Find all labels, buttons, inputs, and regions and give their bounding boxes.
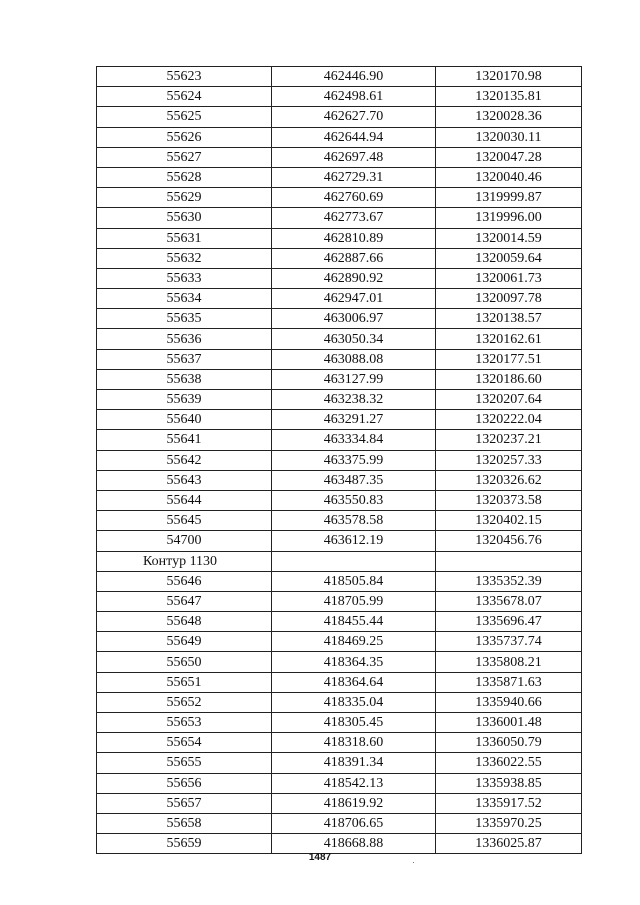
x-coordinate-cell: 463578.58: [272, 511, 436, 531]
y-coordinate-cell: 1320456.76: [436, 531, 582, 551]
x-coordinate-cell: 418469.25: [272, 632, 436, 652]
x-coordinate-cell: 418706.65: [272, 813, 436, 833]
point-id-cell: 55637: [97, 349, 272, 369]
table-row: [97, 591, 582, 611]
table-row: [97, 692, 582, 712]
table-row: [97, 470, 582, 490]
x-coordinate-cell: 462729.31: [272, 167, 436, 187]
point-id-cell: 55624: [97, 87, 272, 107]
x-coordinate-cell: 463612.19: [272, 531, 436, 551]
point-id-cell: 55625: [97, 107, 272, 127]
point-id-cell: 55634: [97, 289, 272, 309]
x-coordinate-cell: 463127.99: [272, 369, 436, 389]
table-row: [97, 652, 582, 672]
point-id-cell: 55628: [97, 167, 272, 187]
table-row: [97, 773, 582, 793]
point-id-cell: 55656: [97, 773, 272, 793]
x-coordinate-cell: 418364.35: [272, 652, 436, 672]
point-id-cell: 55645: [97, 511, 272, 531]
table-row: [97, 167, 582, 187]
y-coordinate-cell: 1336022.55: [436, 753, 582, 773]
y-coordinate-cell: 1335940.66: [436, 692, 582, 712]
x-coordinate-cell: 462890.92: [272, 268, 436, 288]
y-coordinate-cell: 1320097.78: [436, 289, 582, 309]
y-coordinate-cell: 1320373.58: [436, 490, 582, 510]
x-coordinate-cell: 463334.84: [272, 430, 436, 450]
x-coordinate-cell: 462644.94: [272, 127, 436, 147]
point-id-cell: 55630: [97, 208, 272, 228]
x-coordinate-cell: 462697.48: [272, 147, 436, 167]
y-coordinate-cell: 1320257.33: [436, 450, 582, 470]
table-row: [97, 672, 582, 692]
point-id-cell: 55642: [97, 450, 272, 470]
table-row: [97, 733, 582, 753]
coordinates-table-body: [97, 67, 582, 854]
y-coordinate-cell: 1335871.63: [436, 672, 582, 692]
section-label-cell: Контур 1130: [97, 551, 272, 571]
y-coordinate-cell: 1320222.04: [436, 410, 582, 430]
y-coordinate-cell: 1320402.15: [436, 511, 582, 531]
y-coordinate-cell: 1335970.25: [436, 813, 582, 833]
point-id-cell: 55654: [97, 733, 272, 753]
x-coordinate-cell: 463006.97: [272, 309, 436, 329]
y-coordinate-cell: 1335808.21: [436, 652, 582, 672]
point-id-cell: 55653: [97, 713, 272, 733]
point-id-cell: 55627: [97, 147, 272, 167]
x-coordinate-cell: 463550.83: [272, 490, 436, 510]
scan-speck: [413, 862, 414, 863]
x-coordinate-cell: 418705.99: [272, 591, 436, 611]
point-id-cell: 55644: [97, 490, 272, 510]
table-row: [97, 450, 582, 470]
point-id-cell: 55626: [97, 127, 272, 147]
point-id-cell: 55649: [97, 632, 272, 652]
point-id-cell: 55638: [97, 369, 272, 389]
y-coordinate-cell: 1320059.64: [436, 248, 582, 268]
y-coordinate-cell: 1336050.79: [436, 733, 582, 753]
point-id-cell: 55647: [97, 591, 272, 611]
table-row: [97, 753, 582, 773]
y-coordinate-cell: 1320061.73: [436, 268, 582, 288]
point-id-cell: 55658: [97, 813, 272, 833]
table-row: [97, 268, 582, 288]
x-coordinate-cell: 462627.70: [272, 107, 436, 127]
x-coordinate-cell: 463088.08: [272, 349, 436, 369]
x-coordinate-cell: [272, 551, 436, 571]
table-row: [97, 713, 582, 733]
y-coordinate-cell: 1335737.74: [436, 632, 582, 652]
table-row: [97, 188, 582, 208]
table-row: [97, 289, 582, 309]
y-coordinate-cell: 1320138.57: [436, 309, 582, 329]
point-id-cell: 55646: [97, 571, 272, 591]
y-coordinate-cell: 1320030.11: [436, 127, 582, 147]
y-coordinate-cell: 1320237.21: [436, 430, 582, 450]
point-id-cell: 55657: [97, 793, 272, 813]
point-id-cell: 55650: [97, 652, 272, 672]
table-row: [97, 834, 582, 854]
y-coordinate-cell: 1320177.51: [436, 349, 582, 369]
y-coordinate-cell: 1320014.59: [436, 228, 582, 248]
coordinates-table: [96, 66, 582, 854]
y-coordinate-cell: [436, 551, 582, 571]
point-id-cell: 55632: [97, 248, 272, 268]
x-coordinate-cell: 418318.60: [272, 733, 436, 753]
y-coordinate-cell: 1320207.64: [436, 390, 582, 410]
table-row: [97, 531, 582, 551]
x-coordinate-cell: 418335.04: [272, 692, 436, 712]
x-coordinate-cell: 463238.32: [272, 390, 436, 410]
point-id-cell: 55659: [97, 834, 272, 854]
y-coordinate-cell: 1320170.98: [436, 67, 582, 87]
table-row: [97, 490, 582, 510]
table-row: [97, 410, 582, 430]
page-number: 1487: [308, 852, 332, 863]
point-id-cell: 55639: [97, 390, 272, 410]
point-id-cell: 55641: [97, 430, 272, 450]
y-coordinate-cell: 1320186.60: [436, 369, 582, 389]
y-coordinate-cell: 1335938.85: [436, 773, 582, 793]
table-row: [97, 67, 582, 87]
table-row: [97, 248, 582, 268]
y-coordinate-cell: 1335352.39: [436, 571, 582, 591]
x-coordinate-cell: 418391.34: [272, 753, 436, 773]
x-coordinate-cell: 418505.84: [272, 571, 436, 591]
x-coordinate-cell: 463050.34: [272, 329, 436, 349]
x-coordinate-cell: 462810.89: [272, 228, 436, 248]
x-coordinate-cell: 462887.66: [272, 248, 436, 268]
y-coordinate-cell: 1336025.87: [436, 834, 582, 854]
table-row: [97, 612, 582, 632]
y-coordinate-cell: 1335696.47: [436, 612, 582, 632]
point-id-cell: 55648: [97, 612, 272, 632]
table-row: [97, 369, 582, 389]
table-row: [97, 127, 582, 147]
point-id-cell: 55629: [97, 188, 272, 208]
table-row: [97, 793, 582, 813]
table-row: [97, 329, 582, 349]
point-id-cell: 55651: [97, 672, 272, 692]
x-coordinate-cell: 462498.61: [272, 87, 436, 107]
table-row: [97, 813, 582, 833]
point-id-cell: 55652: [97, 692, 272, 712]
y-coordinate-cell: 1319999.87: [436, 188, 582, 208]
section-header-row: [97, 551, 582, 571]
table-row: [97, 147, 582, 167]
y-coordinate-cell: 1335917.52: [436, 793, 582, 813]
x-coordinate-cell: 418364.64: [272, 672, 436, 692]
table-row: [97, 511, 582, 531]
point-id-cell: 55640: [97, 410, 272, 430]
point-id-cell: 55623: [97, 67, 272, 87]
table-row: [97, 309, 582, 329]
y-coordinate-cell: 1336001.48: [436, 713, 582, 733]
table-row: [97, 349, 582, 369]
x-coordinate-cell: 463487.35: [272, 470, 436, 490]
x-coordinate-cell: 462446.90: [272, 67, 436, 87]
table-row: [97, 107, 582, 127]
y-coordinate-cell: 1335678.07: [436, 591, 582, 611]
table-row: [97, 571, 582, 591]
point-id-cell: 55636: [97, 329, 272, 349]
x-coordinate-cell: 418542.13: [272, 773, 436, 793]
x-coordinate-cell: 462947.01: [272, 289, 436, 309]
y-coordinate-cell: 1320162.61: [436, 329, 582, 349]
x-coordinate-cell: 418455.44: [272, 612, 436, 632]
y-coordinate-cell: 1320047.28: [436, 147, 582, 167]
point-id-cell: 55633: [97, 268, 272, 288]
y-coordinate-cell: 1319996.00: [436, 208, 582, 228]
x-coordinate-cell: 418305.45: [272, 713, 436, 733]
table-row: [97, 390, 582, 410]
x-coordinate-cell: 418619.92: [272, 793, 436, 813]
x-coordinate-cell: 418668.88: [272, 834, 436, 854]
x-coordinate-cell: 463291.27: [272, 410, 436, 430]
x-coordinate-cell: 463375.99: [272, 450, 436, 470]
table-row: [97, 632, 582, 652]
point-id-cell: 55655: [97, 753, 272, 773]
table-row: [97, 208, 582, 228]
point-id-cell: 55635: [97, 309, 272, 329]
y-coordinate-cell: 1320326.62: [436, 470, 582, 490]
table-row: [97, 87, 582, 107]
y-coordinate-cell: 1320135.81: [436, 87, 582, 107]
y-coordinate-cell: 1320028.36: [436, 107, 582, 127]
x-coordinate-cell: 462760.69: [272, 188, 436, 208]
y-coordinate-cell: 1320040.46: [436, 167, 582, 187]
point-id-cell: 54700: [97, 531, 272, 551]
x-coordinate-cell: 462773.67: [272, 208, 436, 228]
table-row: [97, 228, 582, 248]
table-row: [97, 430, 582, 450]
point-id-cell: 55631: [97, 228, 272, 248]
point-id-cell: 55643: [97, 470, 272, 490]
